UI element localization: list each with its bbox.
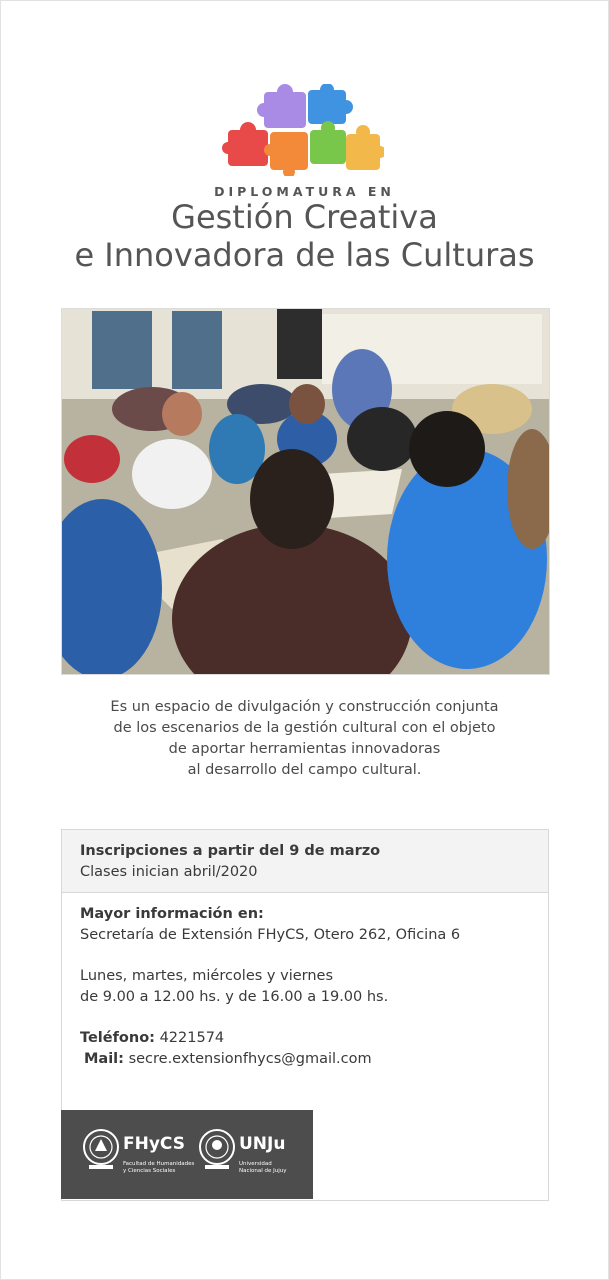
program-kicker: DIPLOMATURA EN <box>214 184 395 199</box>
puzzle-piece-red <box>222 122 268 166</box>
description-line: de los escenarios de la gestión cultural con el objeto <box>113 720 496 736</box>
description-line: de aportar herramientas innovadoras <box>168 741 441 757</box>
classes-start: Clases inician abril/2020 <box>80 864 258 880</box>
fhycs-subtitle <box>123 1161 194 1175</box>
fhycs-subtitle-line: y Ciencias Sociales <box>123 1168 176 1174</box>
mail-line <box>84 1049 372 1069</box>
puzzle-piece-green <box>310 121 346 164</box>
registration-date: Inscripciones a partir del 9 de marzo <box>80 843 381 859</box>
unju-subtitle-line: Universidad <box>239 1161 272 1167</box>
unju-subtitle <box>239 1161 287 1175</box>
description-line: Es un espacio de divulgación y construcción conjunta <box>110 699 499 715</box>
mail-value[interactable]: secre.extensionfhycs@gmail.com <box>128 1051 372 1067</box>
registration-header <box>62 830 548 893</box>
fhycs-name: FHyCS <box>123 1134 185 1154</box>
unju-seal-icon <box>197 1125 237 1173</box>
unju-name: UNJu <box>239 1134 286 1154</box>
office-address: Secretaría de Extensión FHyCS, Otero 262, Oficina 6 <box>80 927 461 943</box>
workshop-photo-image <box>62 309 549 674</box>
program-description <box>0 697 609 781</box>
phone-value[interactable]: 4221574 <box>159 1030 225 1046</box>
puzzle-piece-purple <box>257 84 306 128</box>
mail-label: Mail: <box>84 1051 124 1067</box>
unju-subtitle-line: Nacional de Jujuy <box>239 1168 287 1174</box>
phone-line <box>80 1028 224 1048</box>
office-hours: de 9.00 a 12.00 hs. y de 16.00 a 19.00 hs. <box>80 989 389 1005</box>
workshop-photo <box>61 308 550 675</box>
institution-logos <box>61 1110 313 1199</box>
puzzle-piece-yellow <box>346 125 384 170</box>
title-line-2: e Innovadora de las Culturas <box>74 236 535 274</box>
more-info-label: Mayor información en: <box>80 906 264 922</box>
description-line: al desarrollo del campo cultural. <box>187 762 422 778</box>
office-days: Lunes, martes, miércoles y viernes <box>80 968 334 984</box>
puzzle-piece-blue <box>308 84 353 124</box>
puzzle-logo-icon <box>222 84 384 176</box>
puzzle-piece-orange <box>264 132 308 176</box>
program-title <box>0 198 609 274</box>
fhycs-seal-icon <box>81 1125 121 1173</box>
title-line-1: Gestión Creativa <box>171 198 438 236</box>
fhycs-subtitle-line: Facultad de Humanidades <box>123 1161 195 1167</box>
phone-label: Teléfono: <box>80 1030 155 1046</box>
